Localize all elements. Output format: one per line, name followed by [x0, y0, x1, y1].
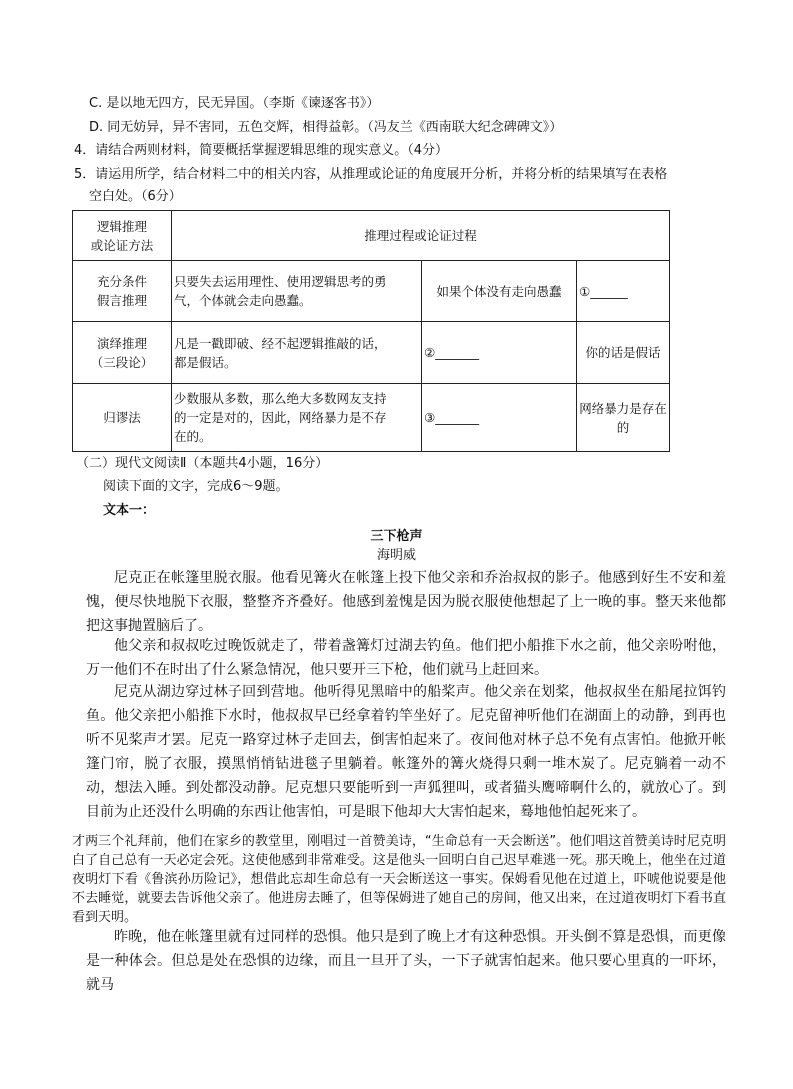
question-4: 4．请结合两则材料，简要概括掌握逻辑思维的现实意义。（4分）	[74, 143, 449, 158]
row2-content	[172, 322, 422, 384]
row2-method-line2: （三段论）	[90, 354, 154, 370]
reading-instruction: 阅读下面的文字，完成6～9题。	[103, 479, 289, 494]
row3-content-line1: 少数服从多数，那么绝大多数网友支持	[174, 391, 387, 406]
header-method-line2: 或论证方法	[90, 237, 154, 253]
row1-content	[172, 261, 422, 322]
row3-middle	[422, 384, 577, 452]
blank-1[interactable]: ①______	[579, 283, 628, 299]
header-process-label: 推理过程或论证过程	[364, 228, 477, 243]
row1-middle-text: 如果个体没有走向愚蠢	[436, 283, 562, 299]
section-heading: （二）现代文阅读Ⅱ（本题共4小题，16分）	[76, 456, 329, 471]
story-author: 海明威	[376, 548, 416, 563]
row2-end-text: 你的话是假话	[585, 345, 661, 360]
question-5-line2: 空白处。（6分）	[89, 189, 182, 204]
header-process-cell	[172, 211, 670, 261]
row3-content	[172, 384, 422, 452]
row2-content-line1: 凡是一戳即破、经不起逻辑推敲的话，	[174, 335, 387, 351]
row3-content-line3: 在的。	[174, 429, 212, 444]
blank-3[interactable]: ③_______	[424, 410, 479, 425]
row3-method-line1: 归谬法	[103, 410, 141, 425]
question-5-line1: 5．请运用所学，结合材料二中的相关内容，从推理或论证的角度展开分析，并将分析的结果填写在表格	[74, 167, 668, 182]
row1-method	[73, 261, 172, 322]
option-d: D. 同无妨异，异不害同，五色交辉，相得益彰。（冯友兰《西南联大纪念碑碑文》）	[89, 120, 563, 135]
story-paragraph-5: 昨晚，他在帐篷里就有过同样的恐惧。他只是到了晚上才有这种恐惧。开头倒不算是恐惧，而更像是一种体会。但总是处在恐惧的边缘，而且一旦开了头，一下子就害怕起来。他只要心里真的一吓坏，就马	[86, 929, 726, 993]
row2-middle	[422, 322, 577, 384]
blank-2[interactable]: ②_______	[424, 345, 479, 360]
row2-end	[577, 322, 670, 384]
story-title: 三下枪声	[370, 529, 423, 544]
text-one-label: 文本一：	[103, 503, 156, 518]
row3-method	[73, 384, 172, 452]
header-method-line1: 逻辑推理	[96, 218, 147, 234]
row1-method-line1: 充分条件	[96, 274, 147, 289]
row2-method-line1: 演绎推理	[96, 335, 147, 351]
row1-end	[577, 261, 670, 322]
row1-content-line2: 气，个体就会走向愚蠢。	[174, 293, 312, 308]
story-paragraph-2: 他父亲和叔叔吃过晚饭就走了，带着盏篝灯过湖去钓鱼。他们把小船推下水之前，他父亲吩咐他，万一他们不在时出了什么紧急情况，他只要开三下枪，他们就马上赶回来。	[86, 638, 726, 678]
row3-end	[577, 384, 670, 452]
row1-method-line2: 假言推理	[96, 293, 147, 308]
story-paragraph-1: 尼克正在帐篷里脱衣服。他看见篝火在帐篷上投下他父亲和乔治叔叔的影子。他感到好生不安和羞愧，便尽快地脱下衣服，整整齐齐叠好。他感到羞愧是因为脱衣服使他想起了上一晚的事。整天来他都把这事抛置脑后了。	[86, 570, 726, 634]
row2-method	[73, 322, 172, 384]
story-paragraph-4: 才两三个礼拜前，他们在家乡的教堂里，刚唱过一首赞美诗，“生命总有一天会断送”。他们唱这首赞美诗时尼克明白了自己总有一天必定会死。这使他感到非常难受。这是他头一回明白自己迟早难逃一死。那天晚上，他坐在过道夜明灯下看《鲁滨孙历险记》，想借此忘却生命总有一天会断送这一事实。保姆看见他在过道上，吓唬他说要是他不去睡觉，就要去告诉他父亲了。他进房去睡了，但等保姆进了她自己的房间，他又出来，在过道夜明灯下看书直看到天明。	[72, 834, 726, 925]
story-paragraph-3: 尼克从湖边穿过林子回到营地。他听得见黑暗中的船桨声。他父亲在划桨，他叔叔坐在船尾拉饵钓鱼。他父亲把小船推下水时，他叔叔早已经拿着钓竿坐好了。尼克留神听他们在湖面上的动静，到再也听不见桨声才罢。尼克一路穿过林子走回去，倒害怕起来了。夜间他对林子总不免有点害怕。他掀开帐篷门帘，脱了衣服，摸黑悄悄钻进毯子里躺着。帐篷外的篝火烧得只剩一堆木炭了。尼克躺着一动不动，想法入睡。到处都没动静。尼克想只要能听到一声狐狸叫，或者猫头鹰啼啊什么的，就放心了。到目前为止还没什么明确的东西让他害怕，可是眼下他却大大害怕起来，蓦地他怕起死来了。	[86, 684, 726, 820]
header-method-cell	[73, 211, 172, 261]
row3-content-line2: 的一定是对的，因此，网络暴力是不存	[174, 410, 387, 425]
reasoning-table	[72, 210, 670, 452]
row3-end-text: 网络暴力是存在的	[579, 400, 667, 435]
option-c: C. 是以地无四方，民无异国。（李斯《谏逐客书》）	[89, 96, 380, 111]
row2-content-line2: 都是假话。	[174, 354, 237, 370]
row1-middle	[422, 261, 577, 322]
row1-content-line1: 只要失去运用理性、使用逻辑思考的勇	[174, 274, 387, 289]
